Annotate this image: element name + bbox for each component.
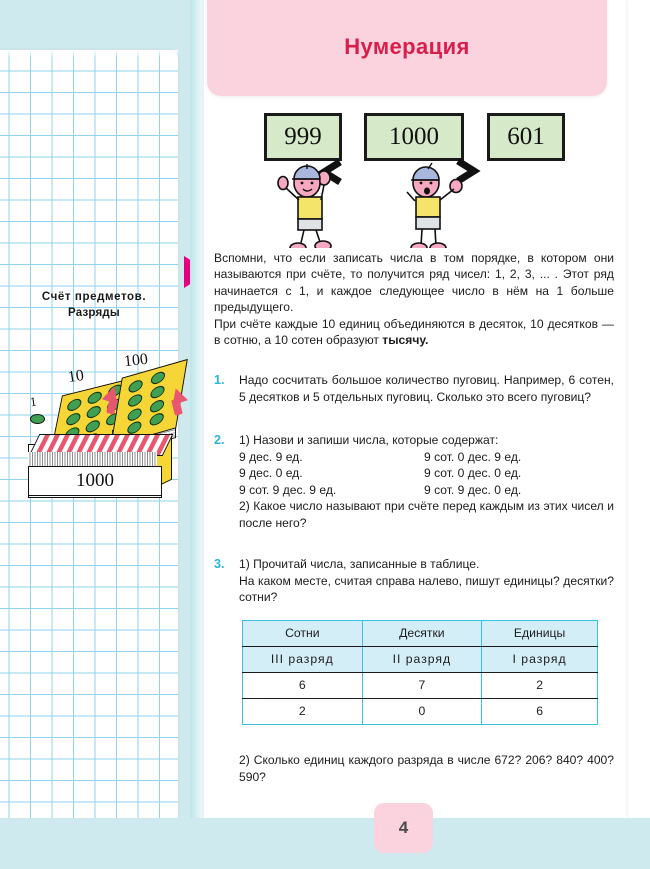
table-cell-r0c0: 6 <box>243 673 363 699</box>
exercise-1 <box>214 372 614 405</box>
thousand-box-stripes <box>28 452 157 467</box>
left-panel-background <box>0 0 190 869</box>
exercise-2-columns <box>239 449 614 499</box>
page-number-badge: 4 <box>374 803 433 853</box>
table-cell-r1c0: 2 <box>243 699 363 725</box>
place-value-table <box>242 620 598 725</box>
number-box-1000: 1000 <box>364 113 464 161</box>
exercise-1-text: Надо сосчитать большое количество пуговиц. Например, 6 сотен, 5 десятков и 5 отдельных пуговиц. Сколько это всего пуговиц? <box>239 373 614 404</box>
section-caption-line2: Разряды <box>68 307 120 319</box>
table-row <box>243 673 598 699</box>
single-button-icon <box>30 414 45 424</box>
table-header-tens: Десятки <box>362 621 482 647</box>
exercise-3-line2: На каком месте, считая справа налево, пишут единицы? десятки? сотни? <box>239 573 614 605</box>
illustration-label-one: 1 <box>28 393 38 410</box>
section-caption <box>14 289 174 321</box>
table-header-units: Единицы <box>482 621 598 647</box>
number-box-601: 601 <box>487 113 565 161</box>
exercise-2-number: 2. <box>214 433 225 447</box>
graph-paper-top-fade <box>0 50 178 58</box>
exercise-2-row1-right: 9 сот. 0 дес. 0 ед. <box>424 466 522 481</box>
table-subheader-third: III разряд <box>243 647 363 673</box>
exercise-3 <box>214 556 614 606</box>
bottom-blue-band-left <box>0 818 196 869</box>
exercise-2-intro: 1) Назови и запиши числа, которые содержат: <box>239 433 499 447</box>
table-cell-r0c1: 7 <box>362 673 482 699</box>
table-row <box>243 699 598 725</box>
figure-right <box>407 161 474 248</box>
table-cell-r1c1: 0 <box>362 699 482 725</box>
exercise-2-row1-left: 9 дес. 0 ед. <box>239 466 303 481</box>
exercise-2-row0-right: 9 сот. 0 дес. 9 ед. <box>424 449 522 464</box>
left-side-panel <box>0 0 196 869</box>
illustration-label-ten: 10 <box>66 366 86 387</box>
table-cell-r0c2: 2 <box>482 673 598 699</box>
exercise-2-body <box>239 432 614 532</box>
exercise-2-part2: 2) Какое число называют при счёте перед каждым из этих чисел и после него? <box>239 499 614 530</box>
exercise-2-row <box>239 482 614 499</box>
exercise-2-row2-left: 9 сот. 9 дес. 9 ед. <box>239 482 337 497</box>
thousand-box-label: 1000 <box>28 466 162 496</box>
intro-text <box>214 250 614 348</box>
illustration-label-hundred: 100 <box>123 350 149 371</box>
cartoon-figures-illustration <box>204 148 626 248</box>
exercise-2 <box>214 432 614 532</box>
chapter-banner <box>207 0 607 96</box>
table-header-hundreds: Сотни <box>243 621 363 647</box>
intro-paragraph-2-bold: тысячу. <box>382 333 429 348</box>
main-page <box>204 0 626 819</box>
exercise-2-row <box>239 449 614 466</box>
exercise-2-row0-left: 9 дес. 9 ед. <box>239 449 303 464</box>
section-caption-line1: Счёт предметов. <box>41 291 147 303</box>
place-value-illustration <box>24 352 184 504</box>
figure-left <box>278 162 340 248</box>
table-subheader-second: II разряд <box>362 647 482 673</box>
exercise-2-row <box>239 465 614 482</box>
intro-paragraph-2-text: При счёте каждые 10 единиц объединяются в десяток, 10 десятков — в сотню, а 10 сотен образуют <box>214 316 614 348</box>
exercise-3-number: 3. <box>214 557 225 571</box>
number-box-999: 999 <box>264 113 342 161</box>
table-subheader-row <box>243 647 598 673</box>
exercise-2-row2-right: 9 сот. 9 дес. 0 ед. <box>424 482 522 497</box>
exercise-3-part2: 2) Сколько единиц каждого разряда в числе 672? 206? 840? 400? 590? <box>239 753 614 784</box>
intro-paragraph-1: Вспомни, что если записать числа в том порядке, в котором они называются при счёте, то получится ряд чисел: 1, 2, 3, ... . Этот ряд начинается с 1, и каждое следующее число в нём на 1 больше предыдущего. <box>214 251 614 315</box>
page-title: Нумерация <box>344 34 470 59</box>
table-cell-r1c2: 6 <box>482 699 598 725</box>
intro-paragraph-2 <box>214 316 614 349</box>
exercise-3-body <box>239 556 614 606</box>
number-boxes-row <box>204 108 626 243</box>
exercise-3-part2-wrapper <box>214 752 614 785</box>
exercise-3-line1: 1) Прочитай числа, записанные в таблице. <box>239 557 480 571</box>
exercise-1-number: 1. <box>214 373 225 387</box>
table-header-row <box>243 621 598 647</box>
table-subheader-first: I разряд <box>482 647 598 673</box>
